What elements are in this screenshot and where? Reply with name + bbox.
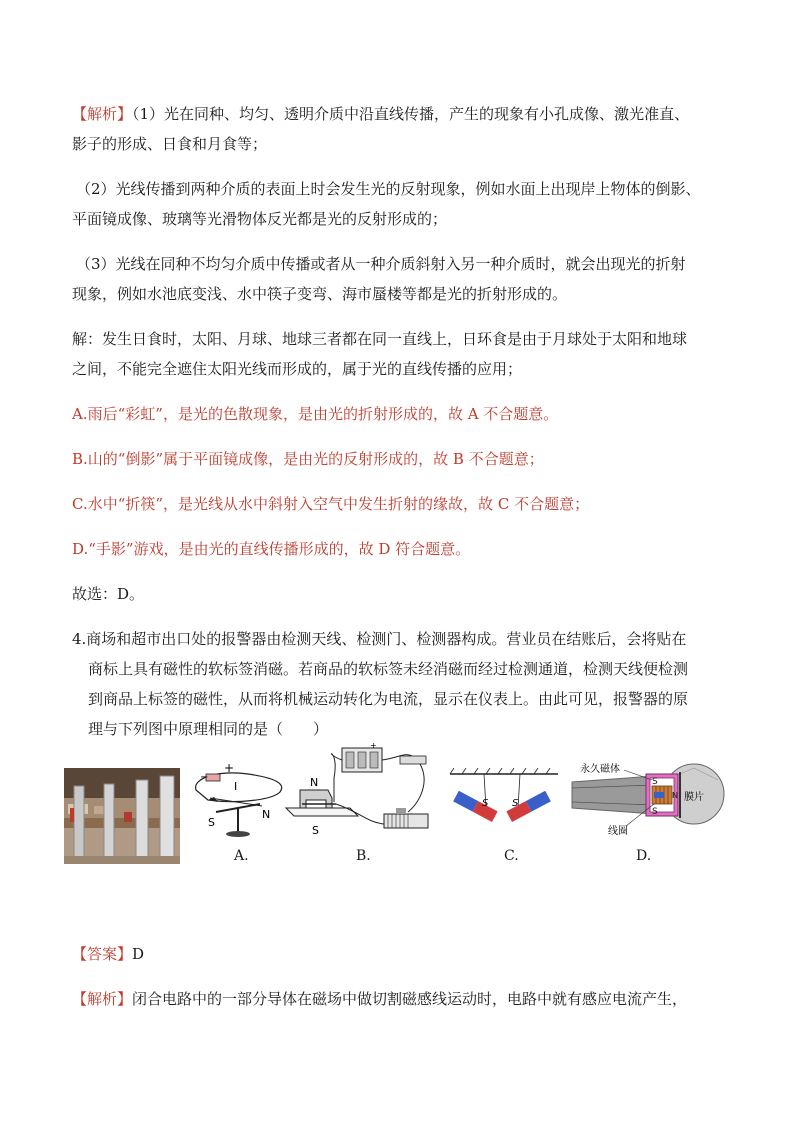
d-magnet-label: 永久磁体 xyxy=(580,764,620,775)
b-n-label: N xyxy=(310,776,319,789)
question4-line-2: 商标上具有磁性的软标签消磁。若商品的软标签未经消磁而经过检测通道，检测天线便检测 xyxy=(88,660,689,678)
b-s-label: S xyxy=(312,824,319,837)
d-s-bottom-label: S xyxy=(652,807,658,817)
analysis-final-line: 【解析】闭合电路中的一部分导体在磁场中做切割磁感线运动时，电路中就有感应电流产生， xyxy=(72,990,688,1008)
analysis3-line-1: （3）光线在同种不均匀介质中传播或者从一种介质斜射入另一种介质时，就会出现光的折射 xyxy=(76,255,686,273)
d-s-top-label: S xyxy=(652,777,658,787)
option-d: D.“手影”游戏，是由光的直线传播形成的，故 D 符合题意。 xyxy=(72,540,471,558)
d-n-label: N xyxy=(672,791,678,800)
analysis-label: 【解析】 xyxy=(72,105,133,123)
a-plus-label: + xyxy=(224,761,235,775)
answer-label: 【答案】 xyxy=(72,945,133,963)
analysis-final-label: 【解析】 xyxy=(72,990,133,1008)
question4-line-1: 4.商场和超市出口处的报警器由检测天线、检测门、检测器构成。营业员在结账后，会将贴在 xyxy=(72,630,687,648)
figure-a-label: A. xyxy=(234,848,249,864)
figure-d xyxy=(568,758,730,840)
figure-d-label: D. xyxy=(636,848,652,864)
question4-line-3: 到商品上标签的磁性，从而将机械运动转化为电流，显示在仪表上。由此可见，报警器的原 xyxy=(88,690,689,708)
a-minus-label: − xyxy=(200,772,209,783)
analysis3-line-2: 现象，例如水池底变浅、水中筷子变弯、海市蜃楼等都是光的折射形成的。 xyxy=(72,285,568,303)
svg-text:+: + xyxy=(370,742,377,750)
option-a: A.雨后“彩虹”，是光的色散现象，是由光的折射形成的，故 A 不合题意。 xyxy=(72,405,559,423)
a-current-label: I xyxy=(234,780,238,793)
store-gate-photo xyxy=(64,768,180,864)
option-c: C.水中“折筷”，是光线从水中斜射入空气中发生折射的缘故，故 C 不合题意； xyxy=(72,495,590,513)
c-s-left-label: S xyxy=(482,798,489,809)
figure-c xyxy=(446,768,562,840)
figure-b-label: B. xyxy=(356,848,371,864)
solution-line-1: 解：发生日食时，太阳、月球、地球三者都在同一直线上，日环食是由于月球处于太阳和地球 xyxy=(72,330,688,348)
a-n-label: N xyxy=(262,808,271,821)
analysis-line-1: 【解析】（1）光在同种、均匀、透明介质中沿直线传播，产生的现象有小孔成像、激光准直、 xyxy=(72,105,690,123)
answer-value: D xyxy=(132,945,145,963)
option-b: B.山的“倒影”属于平面镜成像，是由光的反射形成的，故 B 不合题意； xyxy=(72,450,544,468)
figure-c-label: C. xyxy=(504,848,519,864)
figure-a xyxy=(188,760,288,840)
choice-line: 故选：D。 xyxy=(72,585,145,603)
figure-b xyxy=(280,742,438,846)
analysis2-line-2: 平面镜成像、玻璃等光滑物体反光都是光的反射形成的； xyxy=(72,210,448,228)
a-s-label: S xyxy=(208,816,215,829)
c-s-right-label: S xyxy=(512,798,519,809)
analysis2-line-1: （2）光线传播到两种介质的表面上时会发生光的反射现象，例如水面上出现岸上物体的倒影、 xyxy=(76,180,701,198)
answer-line xyxy=(72,944,144,964)
d-membrane-label: 膜片 xyxy=(684,792,704,803)
question4-line-4: 理与下列图中原理相同的是（ ） xyxy=(88,720,329,738)
solution-line-2: 之间，不能完全遮住太阳光线而形成的，属于光的直线传播的应用； xyxy=(72,360,523,378)
analysis-line-2: 影子的形成、日食和月食等； xyxy=(72,135,268,153)
d-coil-label: 线圈 xyxy=(608,826,628,837)
